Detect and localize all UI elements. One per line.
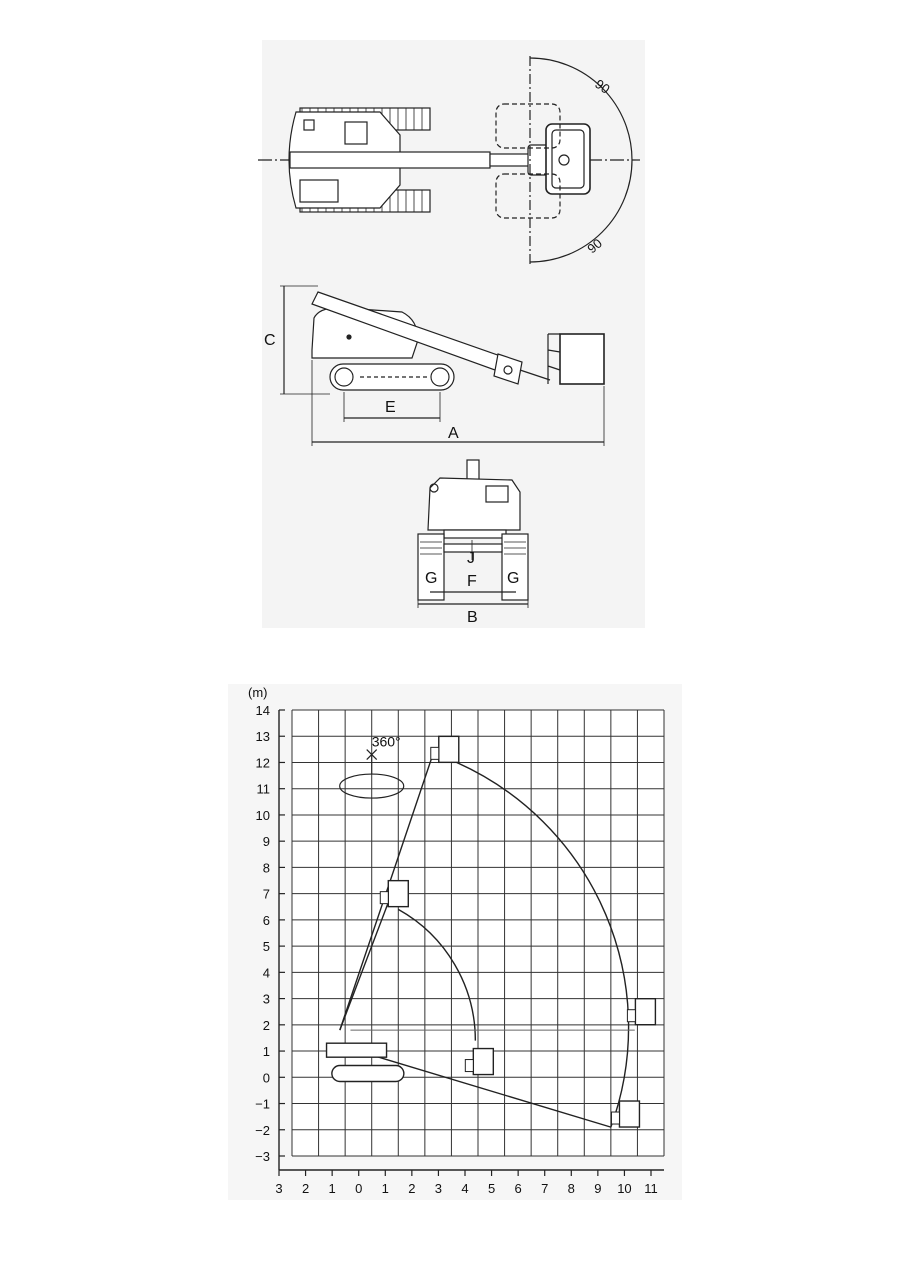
- x-tick-label: 3: [434, 1181, 443, 1196]
- x-tick-label: 2: [301, 1181, 310, 1196]
- x-tick-label: 1: [381, 1181, 389, 1196]
- platform-basket: [439, 736, 459, 762]
- x-tick-label: 11: [644, 1181, 658, 1196]
- top-rotation-lower-label: 90: [584, 235, 606, 257]
- platform-basket: [388, 881, 408, 907]
- platform-basket: [619, 1101, 639, 1127]
- y-tick-label: −2: [255, 1122, 270, 1138]
- dim-label-j: J: [467, 550, 475, 567]
- machine-upper-body: [327, 1043, 387, 1057]
- x-tick-label: 3: [275, 1181, 283, 1196]
- x-tick-label: 5: [487, 1181, 496, 1196]
- platform-rotator: [627, 1010, 635, 1022]
- rotation-label: 360°: [371, 733, 401, 750]
- x-tick-label: 9: [594, 1181, 602, 1196]
- y-tick-label: 4: [262, 965, 270, 981]
- dim-label-e: E: [385, 399, 396, 416]
- x-tick-label: 10: [617, 1181, 632, 1196]
- y-tick-label: 14: [255, 703, 270, 718]
- y-tick-label: 1: [262, 1044, 270, 1060]
- y-tick-label: −1: [255, 1096, 270, 1112]
- x-tick-label: 0: [355, 1181, 363, 1196]
- dim-label-a: A: [448, 425, 459, 442]
- platform-basket: [635, 999, 655, 1025]
- x-tick-label: 4: [461, 1181, 469, 1196]
- platform-rotator: [465, 1060, 473, 1072]
- platform-rotator: [431, 747, 439, 759]
- y-tick-label: 11: [256, 781, 270, 797]
- y-tick-label: 7: [262, 886, 270, 902]
- y-tick-label: 10: [255, 807, 270, 823]
- x-tick-label: 8: [567, 1181, 575, 1196]
- y-axis-unit-label: (m): [248, 685, 268, 700]
- x-tick-label: 6: [514, 1181, 522, 1196]
- y-tick-label: 13: [255, 729, 270, 745]
- dim-label-b: B: [467, 609, 478, 626]
- top-rotation-upper-label: 90: [592, 76, 613, 97]
- x-tick-label: 7: [541, 1181, 549, 1196]
- platform-rotator: [380, 892, 388, 904]
- y-tick-label: 0: [262, 1070, 270, 1086]
- y-tick-label: 6: [262, 912, 270, 928]
- y-tick-label: 5: [262, 939, 270, 955]
- y-tick-label: 3: [262, 991, 270, 1007]
- x-tick-label: 1: [328, 1181, 336, 1196]
- y-tick-label: −3: [255, 1149, 270, 1164]
- machine-track: [332, 1065, 404, 1081]
- dim-label-g-left: G: [425, 570, 438, 587]
- dim-label-c: C: [264, 332, 276, 349]
- dim-label-g-right: G: [507, 570, 520, 587]
- y-tick-label: 9: [262, 834, 270, 850]
- x-tick-label: 2: [408, 1181, 416, 1196]
- y-tick-label: 2: [262, 1017, 270, 1033]
- y-tick-label: 12: [255, 755, 270, 771]
- dim-label-f: F: [467, 573, 477, 590]
- y-tick-label: 8: [262, 860, 270, 876]
- platform-rotator: [611, 1112, 619, 1124]
- platform-basket: [473, 1049, 493, 1075]
